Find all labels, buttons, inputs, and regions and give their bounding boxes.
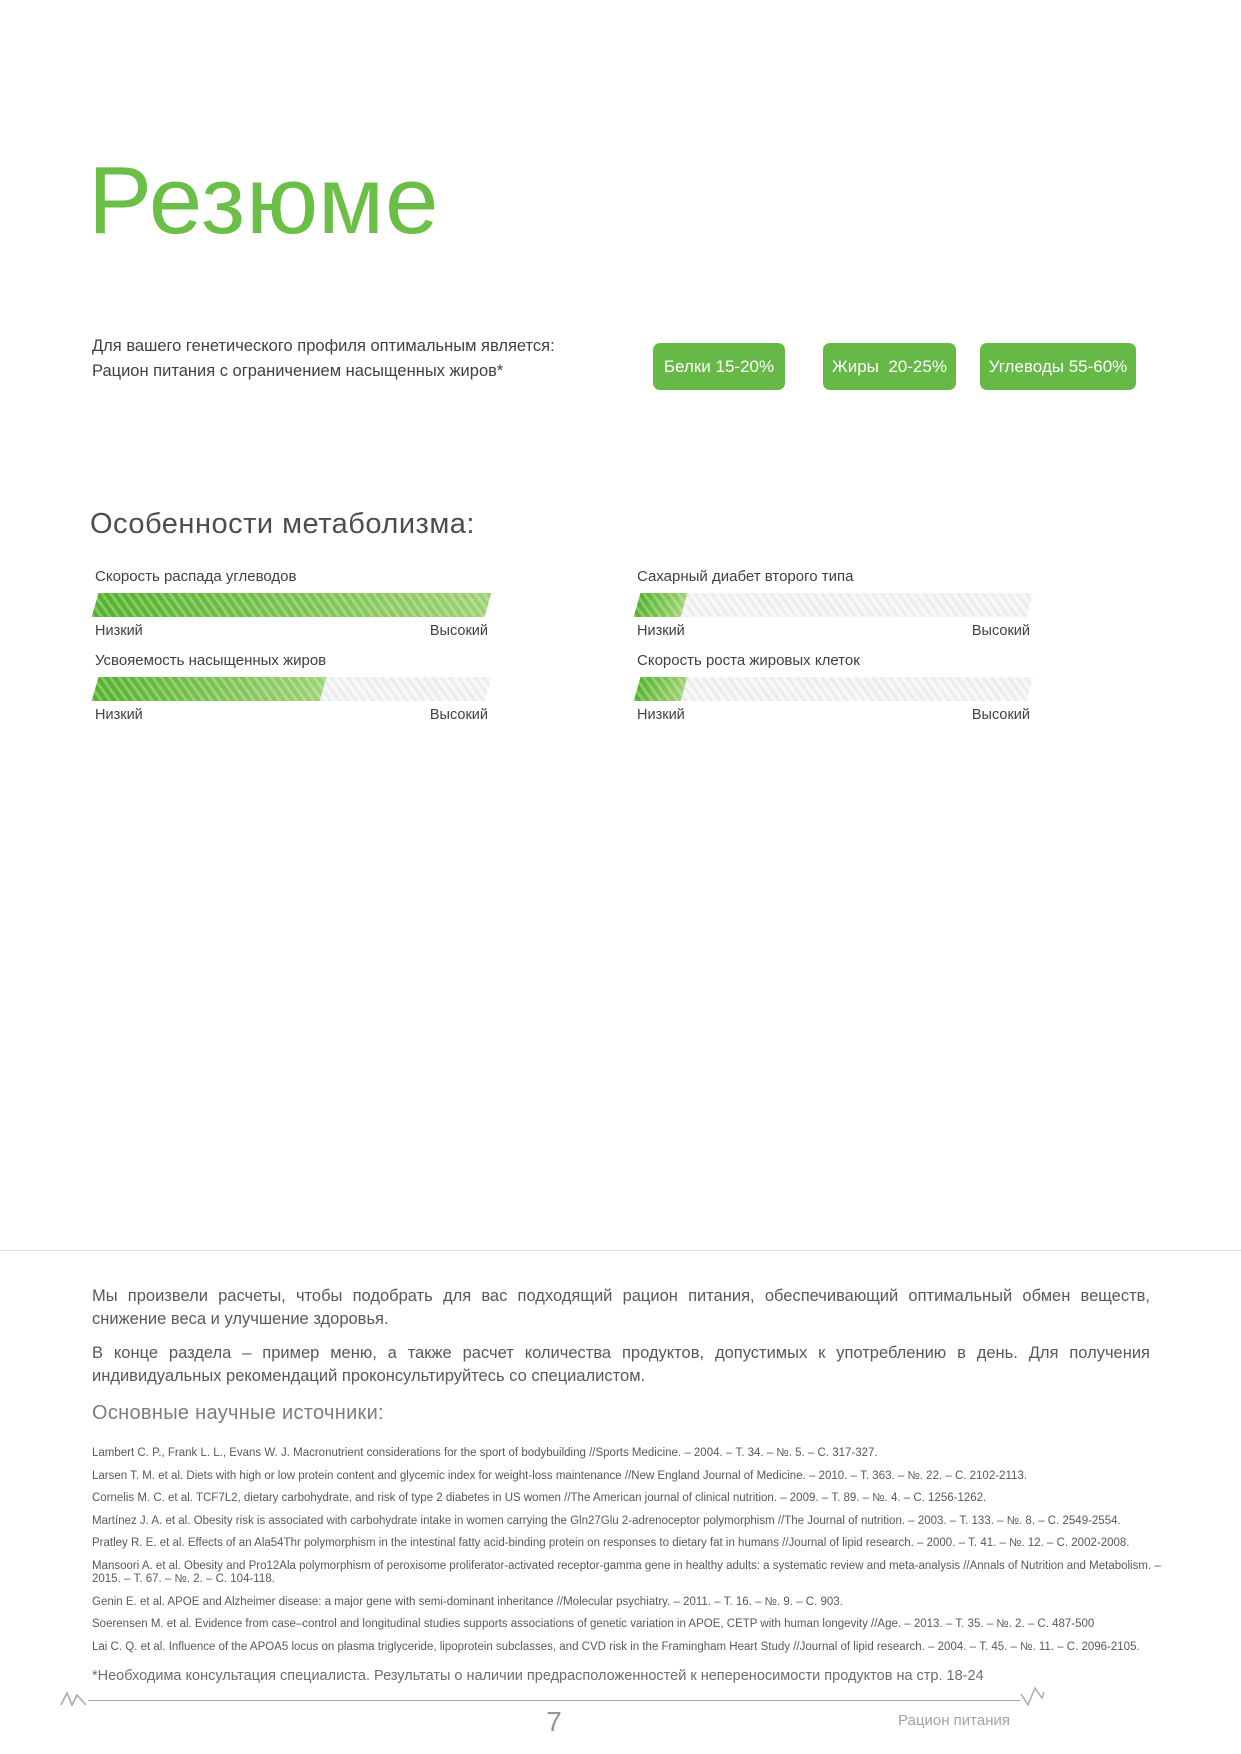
bar-label: Скорость роста жировых клеток xyxy=(637,652,860,669)
intro-line-1: Для вашего генетического профиля оптимальным является: xyxy=(92,337,555,355)
reference-item: Genin E. et al. APOE and Alzheimer disease: a major gene with semi-dominant inheritance //Molecular psychiatry. – 2011. – Т. 16. – №. 9. – С. 903. xyxy=(92,1595,843,1608)
footer-section-label: Рацион питания xyxy=(898,1712,1010,1729)
badge-proteins[interactable]: Белки 15-20% xyxy=(653,343,785,390)
bar-fill xyxy=(634,677,688,701)
metabolism-column-left xyxy=(95,568,488,736)
reference-item: Larsen T. M. et al. Diets with high or low protein content and glycemic index for weight-loss maintenance //New England Journal of Medicine. – 2010. – Т. 363. – №. 22. – С. 2102-2113. xyxy=(92,1469,1027,1482)
metabolism-bar-carb-breakdown xyxy=(95,568,488,639)
bar-track xyxy=(92,677,492,701)
bar-track xyxy=(634,593,1034,617)
metabolism-bar-diabetes xyxy=(637,568,1030,639)
metabolism-bar-fat-cell-growth xyxy=(637,652,1030,723)
badge-fats[interactable]: Жиры 20-25% xyxy=(823,343,956,390)
reference-item: Pratley R. E. et al. Effects of an Ala54Thr polymorphism in the intestinal fatty acid-binding protein on responses to dietary fat in humans //Journal of lipid research. – 2000. – Т. 41. – №. 12. – С. 2002-2008. xyxy=(92,1537,1130,1549)
scale-high-label: Высокий xyxy=(971,623,1030,639)
reference-item: Soerensen M. et al. Evidence from case–control and longitudinal studies supports associations of genetic variation in APOE, CETP with human longevity //Age. – 2013. – Т. 35. – №. 2. – С. 487-500 xyxy=(92,1618,1095,1630)
summary-paragraph-2: В конце раздела – пример меню, а также расчет количества продуктов, допустимых к употреблению в день. Для получения индивидуальных рекомендаций проконсультируйтесь со специалистом. xyxy=(92,1344,1150,1385)
scale-high-label: Высокий xyxy=(429,707,488,723)
bar-label: Сахарный диабет второго типа xyxy=(637,568,854,585)
reference-item: Cornelis M. C. et al. TCF7L2, dietary carbohydrate, and risk of type 2 diabetes in US women //The American journal of clinical nutrition. – 2009. – Т. 89. – №. 4. – С. 1256-1262. xyxy=(92,1492,987,1504)
scale-low-label: Низкий xyxy=(95,707,143,723)
intro-text xyxy=(92,334,555,384)
scale-low-label: Низкий xyxy=(637,707,685,723)
footnote: *Необходима консультация специалиста. Результаты о наличии предрасположенностей к непереносимости продуктов на стр. 18-24 xyxy=(92,1668,984,1684)
bar-fill xyxy=(92,593,492,617)
badge-carbs[interactable]: Углеводы 55-60% xyxy=(980,343,1136,390)
bar-track xyxy=(92,593,492,617)
page-title: Резюме xyxy=(88,147,440,254)
check-flourish-icon xyxy=(1020,1686,1046,1708)
bar-track xyxy=(634,677,1034,701)
bar-fill xyxy=(634,593,688,617)
sources-heading: Основные научные источники: xyxy=(92,1402,384,1424)
scale-low-label: Низкий xyxy=(95,623,143,639)
reference-item: Martínez J. A. et al. Obesity risk is associated with carbohydrate intake in women carrying the Gln27Glu 2-adrenoceptor polymorphism //The Journal of nutrition. – 2003. – Т. 133. – №. 8. – С. 2549-2554. xyxy=(92,1514,1121,1527)
page-number: 7 xyxy=(546,1706,562,1737)
metabolism-column-right xyxy=(637,568,1030,736)
metabolism-heading: Особенности метаболизма: xyxy=(90,508,475,540)
intro-line-2: Рацион питания с ограничением насыщенных жиров* xyxy=(92,362,504,380)
bar-label: Усвояемость насыщенных жиров xyxy=(95,652,327,669)
reference-item: Mansoori A. et al. Obesity and Pro12Ala polymorphism of peroxisome proliferator-activated receptor-gamma gene in healthy adults: a systematic review and meta-analysis //Annals of Nutrition and Metabolism. – 2015. – Т. 67. – №. 2. – С. 104-118. xyxy=(92,1559,1161,1585)
scale-low-label: Низкий xyxy=(637,623,685,639)
references-list xyxy=(92,1447,1190,1654)
bar-fill xyxy=(92,677,327,701)
summary-paragraph-1: Мы произвели расчеты, чтобы подобрать для вас подходящий рацион питания, обеспечивающий оптимальный обмен веществ, снижение веса и улучшение здоровья. xyxy=(92,1287,1150,1328)
reference-item: Lai C. Q. et al. Influence of the APOA5 locus on plasma triglyceride, lipoprotein subclasses, and CVD risk in the Framingham Heart Study //Journal of lipid research. – 2004. – Т. 45. – №. 11. – С. 2096-2105. xyxy=(92,1640,1140,1653)
footer-rule xyxy=(88,1700,1020,1701)
reference-item: Lambert C. P., Frank L. L., Evans W. J. Macronutrient considerations for the sport of bodybuilding //Sports Medicine. – 2004. – Т. 34. – №. 5. – С. 317-327. xyxy=(92,1447,878,1459)
scale-high-label: Высокий xyxy=(971,707,1030,723)
metabolism-bar-saturated-fat xyxy=(95,652,488,723)
scale-high-label: Высокий xyxy=(429,623,488,639)
bar-label: Скорость распада углеводов xyxy=(95,568,297,585)
section-divider xyxy=(0,1250,1241,1251)
